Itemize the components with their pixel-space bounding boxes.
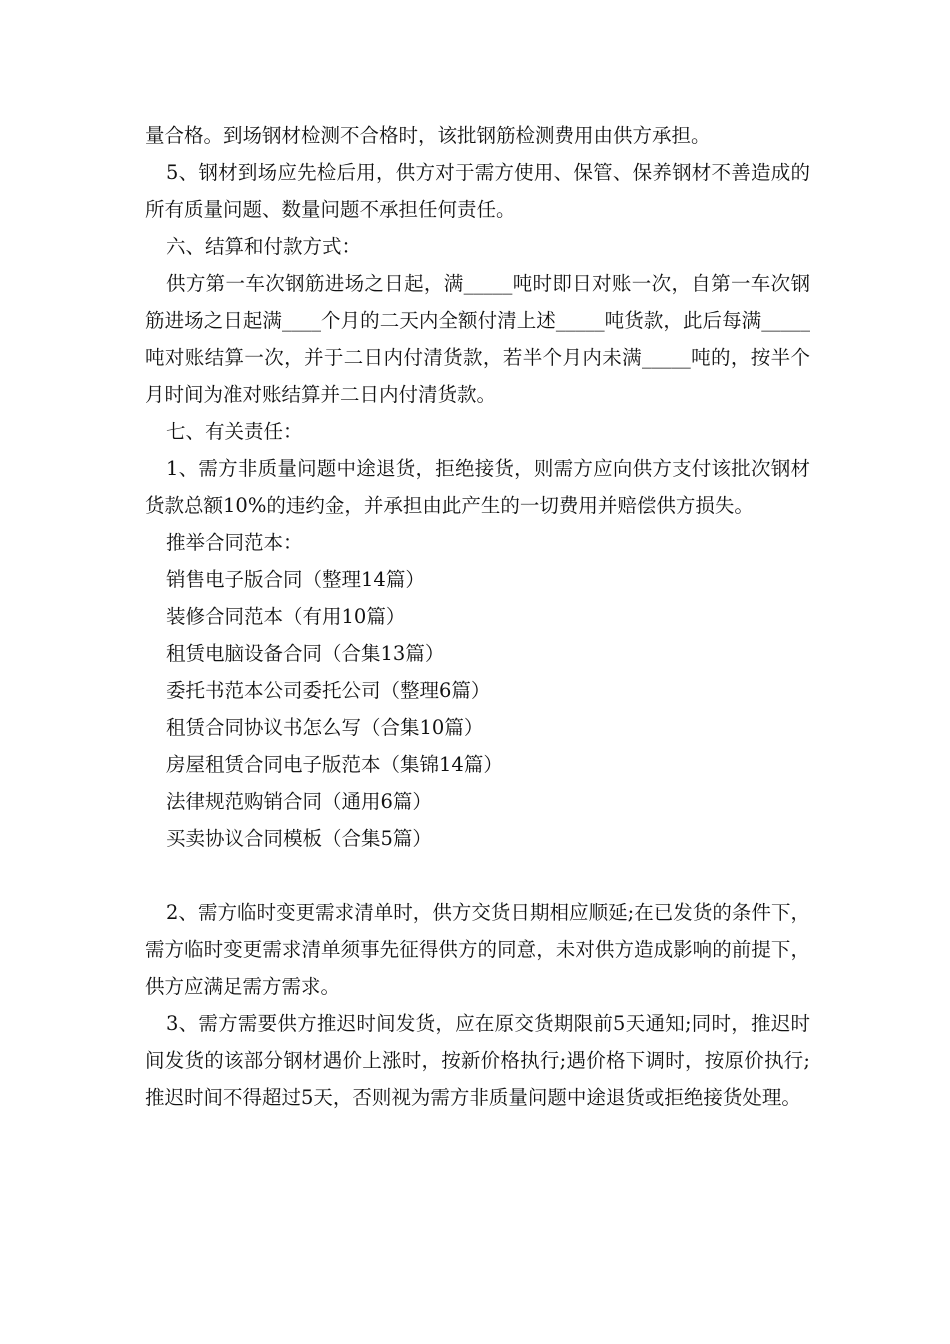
recommended-template-link[interactable]: 委托书范本公司委托公司（整理6篇） bbox=[166, 679, 491, 702]
paragraph-liability-3: 3、需方需要供方推迟时间发货，应在原交货期限前5天通知;同时，推迟时间发货的该部分钢材遇价上涨时，按新价格执行;遇价格下调时，按原价执行;推迟时间不得超过5天，否则视为需方非质量问题中途退货或拒绝接货处理。 bbox=[145, 1012, 810, 1109]
paragraph-settlement: 供方第一车次钢筋进场之日起，满_____吨时即日对账一次，自第一车次钢筋进场之日起满____个月的二天内全额付清上述_____吨货款，此后每满_____吨对账结算一次，并于二日内付清货款，若半个月内未满_____吨的，按半个月时间为准对账结算并二日内付清货款。 bbox=[145, 272, 810, 406]
recommended-templates-list bbox=[145, 561, 810, 857]
recommended-template-link[interactable]: 法律规范购销合同（通用6篇） bbox=[166, 790, 432, 813]
recommended-template-link[interactable]: 销售电子版合同（整理14篇） bbox=[166, 568, 425, 591]
recommended-template-link[interactable]: 装修合同范本（有用10篇） bbox=[166, 605, 406, 628]
recommended-template-link[interactable]: 买卖协议合同模板（合集5篇） bbox=[166, 827, 432, 850]
paragraph-item-5: 5、钢材到场应先检后用，供方对于需方使用、保管、保养钢材不善造成的所有质量问题、数量问题不承担任何责任。 bbox=[145, 161, 810, 221]
recommended-template-link[interactable]: 租赁合同协议书怎么写（合集10篇） bbox=[166, 716, 484, 739]
paragraph-liability-2: 2、需方临时变更需求清单时，供方交货日期相应顺延;在已发货的条件下，需方临时变更需求清单须事先征得供方的同意，未对供方造成影响的前提下，供方应满足需方需求。 bbox=[145, 901, 810, 998]
section-heading-settlement: 六、结算和付款方式： bbox=[166, 235, 362, 258]
recommended-template-link[interactable]: 租赁电脑设备合同（合集13篇） bbox=[166, 642, 445, 665]
paragraph-liability-1: 1、需方非质量问题中途退货，拒绝接货，则需方应向供方支付该批次钢材货款总额10%的违约金，并承担由此产生的一切费用并赔偿供方损失。 bbox=[145, 457, 810, 517]
recommended-template-link[interactable]: 房屋租赁合同电子版范本（集锦14篇） bbox=[166, 753, 503, 776]
paragraph-quality-tail: 量合格。到场钢材检测不合格时，该批钢筋检测费用由供方承担。 bbox=[145, 124, 711, 147]
document-body bbox=[145, 117, 810, 1116]
recommended-templates-title: 推举合同范本： bbox=[166, 531, 303, 554]
section-heading-liability: 七、有关责任： bbox=[166, 420, 303, 443]
blank-line bbox=[145, 857, 810, 894]
